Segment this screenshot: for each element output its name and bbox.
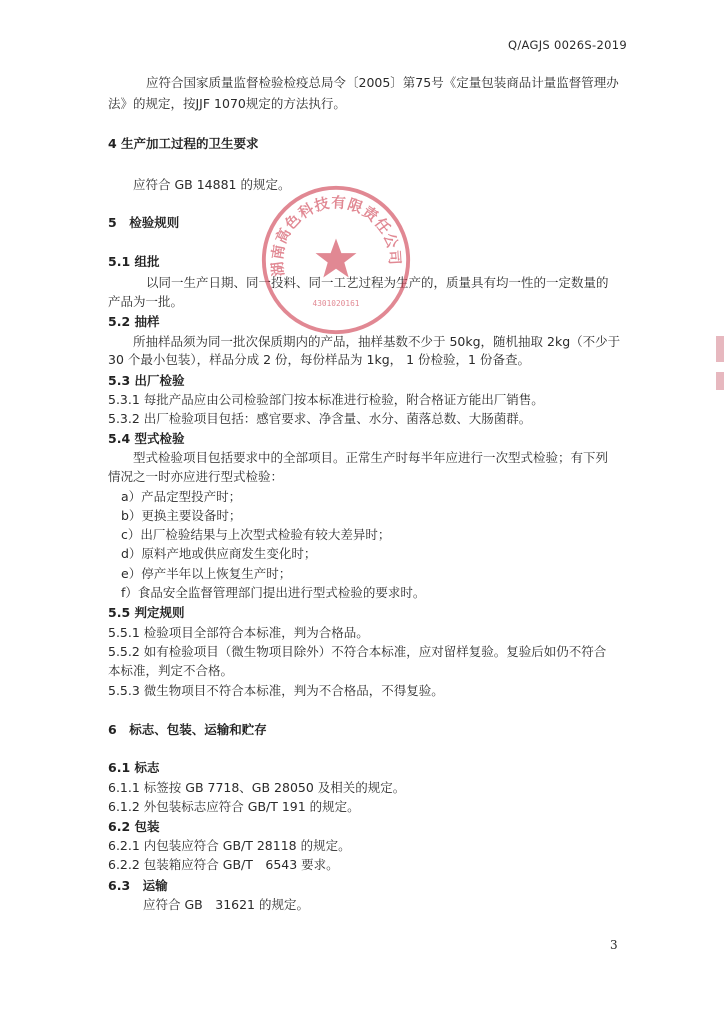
body-text: 5.5.3 微生物项目不符合本标准，判为不合格品，不得复验。 xyxy=(108,683,444,698)
body-text: 应符合 GB 14881 的规定。 xyxy=(133,177,291,192)
body-text: 所抽样品须为同一批次保质期内的产品，抽样基数不少于 50kg，随机抽取 2kg（不少于 xyxy=(133,334,621,349)
body-text: 6.2.1 内包装应符合 GB/T 28118 的规定。 xyxy=(108,838,351,853)
body-text: 30 个最小包装），样品分成 2 份，每份样品为 1kg， 1 份检验，1 份备查。 xyxy=(108,352,530,367)
list-item: e）停产半年以上恢复生产时； xyxy=(121,566,292,581)
subsection-heading: 5.4 型式检验 xyxy=(108,431,185,446)
body-text: 情况之一时亦应进行型式检验： xyxy=(108,469,284,484)
section-heading: 6 标志、包装、运输和贮存 xyxy=(108,722,267,737)
section-heading: 5 检验规则 xyxy=(108,215,180,230)
subsection-heading: 6.2 包装 xyxy=(108,819,160,834)
section-heading: 4 生产加工过程的卫生要求 xyxy=(108,136,259,151)
body-text: 型式检验项目包括要求中的全部项目。正常生产时每半年应进行一次型式检验；有下列 xyxy=(133,450,609,465)
body-text: 以同一生产日期、同一投料、同一工艺过程为生产的，质量具有均一性的一定数量的 xyxy=(146,275,609,290)
company-seal-stamp xyxy=(258,182,414,338)
subsection-heading: 6.1 标志 xyxy=(108,760,160,775)
body-text: 应符合 GB 31621 的规定。 xyxy=(143,897,309,912)
body-text: 5.5.1 检验项目全部符合本标准，判为合格品。 xyxy=(108,625,369,640)
page-edge-mark xyxy=(716,372,724,390)
body-text: 5.3.1 每批产品应由公司检验部门按本标准进行检验，附合格证方能出厂销售。 xyxy=(108,392,544,407)
seal-name: 湖南高色科技有限责任公司 xyxy=(268,194,403,278)
body-text: 应符合国家质量监督检验检疫总局令〔2005〕第75号《定量包装商品计量监督管理办 xyxy=(146,75,619,90)
document-code: Q/AGJS 0026S-2019 xyxy=(508,38,627,52)
page-edge-mark xyxy=(716,336,724,362)
seal-code: 4301020161 xyxy=(312,298,360,308)
list-item: a）产品定型投产时； xyxy=(121,489,242,504)
subsection-heading: 6.3 运输 xyxy=(108,878,168,893)
subsection-heading: 5.3 出厂检验 xyxy=(108,373,185,388)
body-text: 法》的规定，按JJF 1070规定的方法执行。 xyxy=(108,96,346,111)
list-item: f）食品安全监督管理部门提出进行型式检验的要求时。 xyxy=(121,585,426,600)
body-text: 6.1.2 外包装标志应符合 GB/T 191 的规定。 xyxy=(108,799,360,814)
subsection-heading: 5.5 判定规则 xyxy=(108,605,185,620)
body-text: 6.2.2 包装箱应符合 GB/T 6543 要求。 xyxy=(108,857,339,872)
body-text: 5.5.2 如有检验项目（微生物项目除外）不符合本标准，应对留样复验。复验后如仍不符合 xyxy=(108,644,607,659)
star-icon xyxy=(316,239,357,278)
body-text: 本标准，判定不合格。 xyxy=(108,663,234,678)
list-item: b）更换主要设备时； xyxy=(121,508,242,523)
body-text: 6.1.1 标签按 GB 7718、GB 28050 及相关的规定。 xyxy=(108,780,406,795)
subsection-heading: 5.1 组批 xyxy=(108,254,160,269)
body-text: 5.3.2 出厂检验项目包括：感官要求、净含量、水分、菌落总数、大肠菌群。 xyxy=(108,411,532,426)
subsection-heading: 5.2 抽样 xyxy=(108,314,160,329)
list-item: c）出厂检验结果与上次型式检验有较大差异时； xyxy=(121,527,391,542)
page-number: 3 xyxy=(610,938,618,952)
body-text: 产品为一批。 xyxy=(108,294,184,309)
list-item: d）原料产地或供应商发生变化时； xyxy=(121,546,317,561)
